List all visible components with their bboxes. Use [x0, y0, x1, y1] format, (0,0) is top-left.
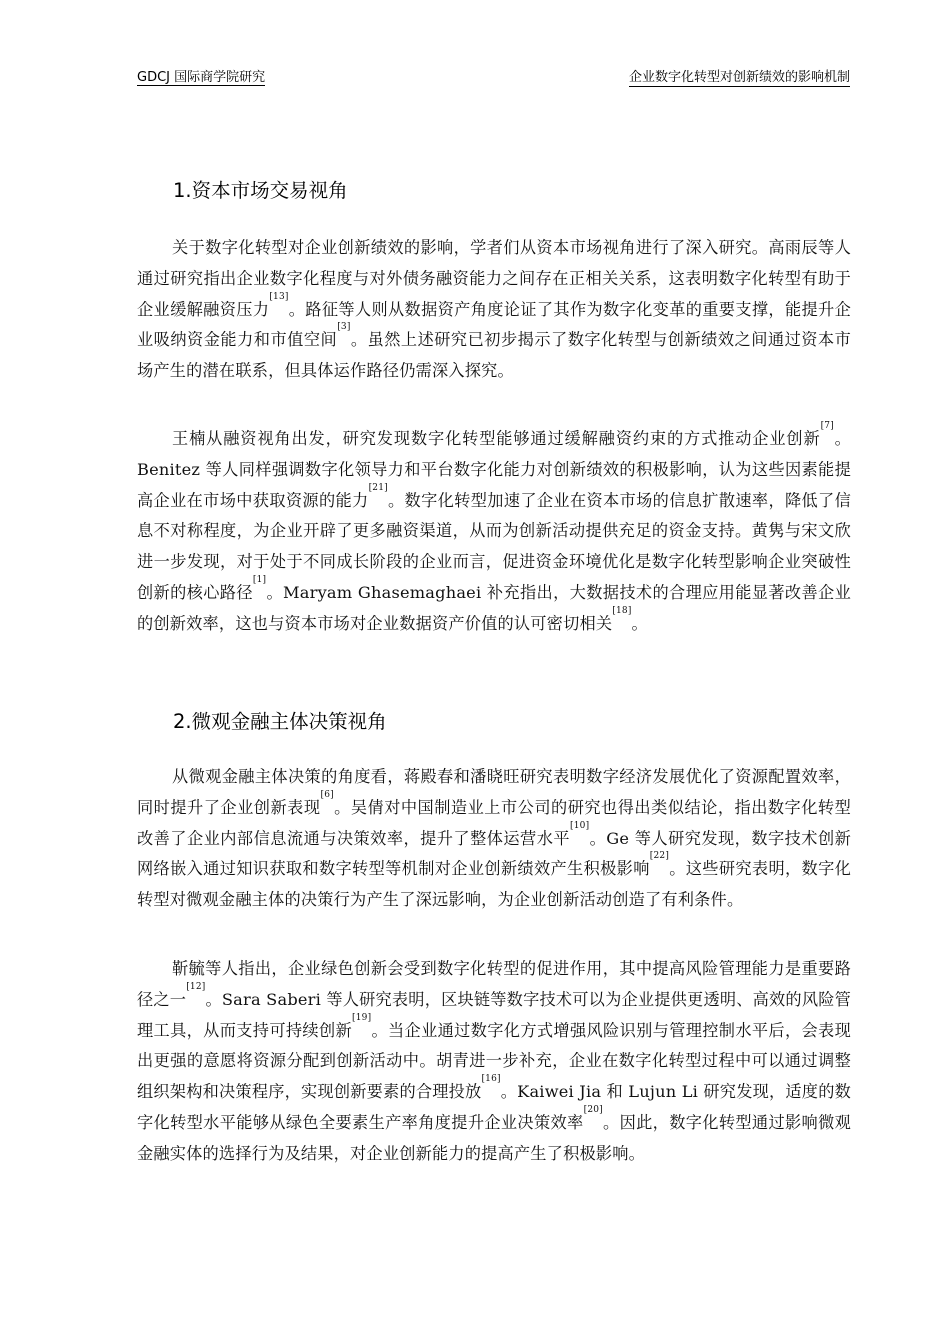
paragraph-micro-finance-2: 靳毓等人指出，企业绿色创新会受到数字化转型的促进作用，其中提高风险管理能力是重要路径之一[12]。Sara Saberi 等人研究表明，区块链等数字技术可以为企业提供更透明、高效的风险管理工具，从而支持可持续创新[19]。当企业通过数字化方式增强风险识别与管理控制水平后，会表现出更强的意愿将资源分配到创新活动中。胡青进一步补充，企业在数字化转型过程中可以通过调整组织架构和决策程序，实现创新要素的合理投放[16]。Kaiwei Jia 和 Lujun Li 研究发现，适度的数字化转型水平能够从绿色全要素生产率角度提升企业决策效率[20]。因此，数字化转型通过影响微观金融实体的选择行为及结果，对企业创新能力的提高产生了积极影响。	[137, 959, 852, 1163]
citation: [13]	[269, 291, 289, 302]
citation: [12]	[186, 981, 206, 992]
running-header-right: 企业数字化转型对创新绩效的影响机制	[628, 70, 850, 85]
citation: [22]	[649, 851, 670, 862]
section-heading-capital-market: 1.资本市场交易视角	[173, 179, 348, 202]
paragraph-capital-market-2: 王楠从融资视角出发，研究发现数字化转型能够通过缓解融资约束的方式推动企业创新[7]。Benitez 等人同样强调数字化领导力和平台数字化能力对创新绩效的积极影响，认为这些因素能提高企业在市场中获取资源的能力[21]。数字化转型加速了企业在资本市场的信息扩散速率，降低了信息不对称程度，为企业开辟了更多融资渠道，从而为创新活动提供充足的资金支持。黄隽与宋文欣进一步发现，对于处于不同成长阶段的企业而言，促进资金环境优化是数字化转型影响企业突破性创新的核心路径[1]。Maryam Ghasemaghaei 补充指出，大数据技术的合理应用能显著改善企业的创新效率，这也与资本市场对企业数据资产价值的认可密切相关[18]。	[137, 421, 851, 633]
citation: [16]	[481, 1074, 501, 1085]
running-header-left: GDCJ 国际商学院研究	[137, 70, 266, 85]
section-heading-micro-finance: 2.微观金融主体决策视角	[173, 710, 387, 733]
citation: [20]	[583, 1104, 603, 1115]
paragraph-capital-market-1: 关于数字化转型对企业创新绩效的影响，学者们从资本市场视角进行了深入研究。高雨辰等人通过研究指出企业数字化程度与对外债务融资能力之间存在正相关关系，这表明数字化转型有助于企业缓解融资压力[13]。路征等人则从数据资产角度论证了其作为数字化变革的重要支撑，能提升企业吸纳资金能力和市值空间[3]。虽然上述研究已初步揭示了数字化转型与创新绩效之间通过资本市场产生的潜在联系，但具体运作路径仍需深入探究。	[137, 238, 851, 381]
citation: [1]	[252, 574, 267, 585]
citation: [19]	[352, 1012, 372, 1023]
citation: [6]	[320, 789, 334, 800]
citation: [7]	[820, 421, 834, 431]
paragraph-micro-finance-1: 从微观金融主体决策的角度看，蒋殿春和潘晓旺研究表明数字经济发展优化了资源配置效率，同时提升了企业创新表现[6]。吴倩对中国制造业上市公司的研究也得出类似结论，指出数字化转型改善了企业内部信息流通与决策效率，提升了整体运营水平[10]。Ge 等人研究发现，数字技术创新网络嵌入通过知识获取和数字转型等机制对企业创新绩效产生积极影响[22]。这些研究表明，数字化转型对微观金融主体的决策行为产生了深远影响，为企业创新活动创造了有利条件。	[137, 767, 852, 910]
citation: [3]	[337, 322, 351, 333]
citation: [18]	[612, 605, 632, 616]
citation: [21]	[368, 482, 388, 493]
citation: [10]	[570, 820, 590, 831]
